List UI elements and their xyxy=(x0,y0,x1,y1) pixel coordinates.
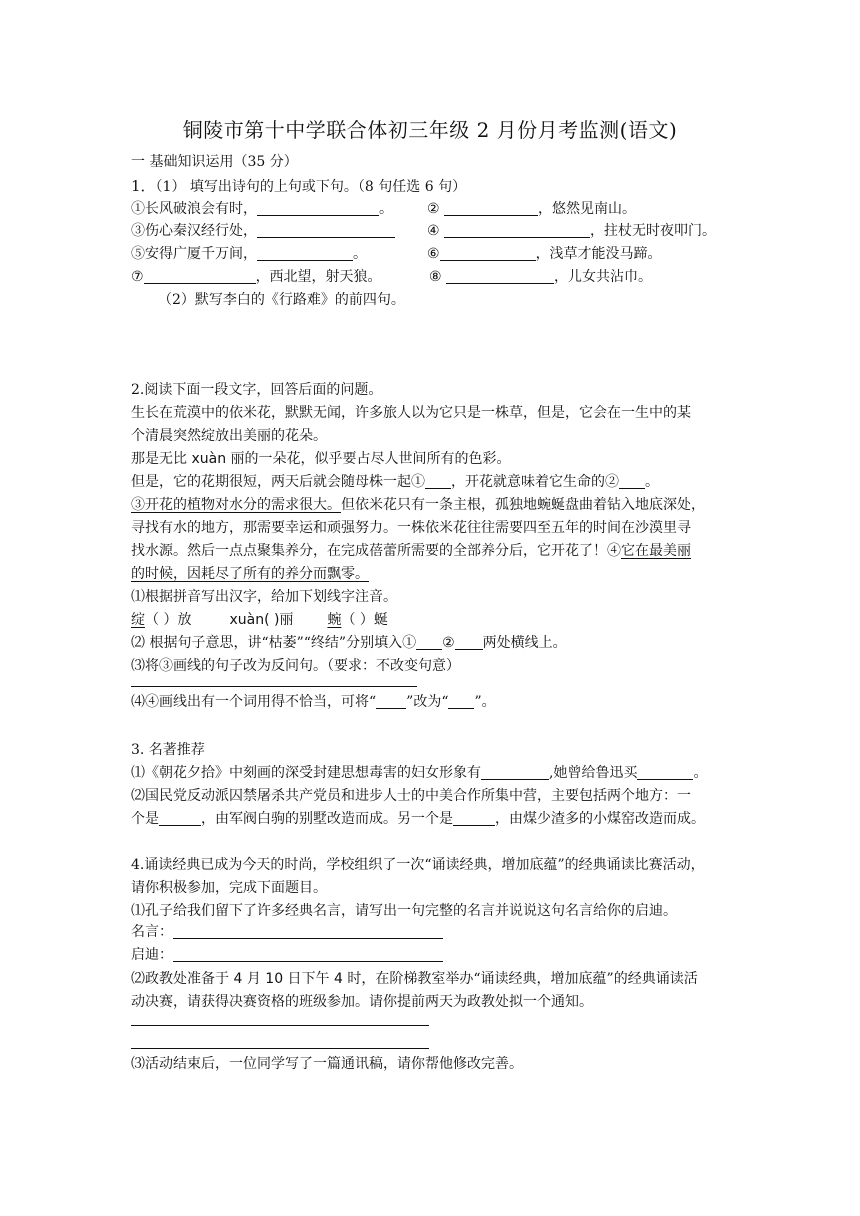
question-number-text: 4 xyxy=(233,971,243,987)
answer-blank[interactable] xyxy=(144,267,256,284)
poem-line: ⑤安得广厦千万间， xyxy=(131,246,257,262)
question-text: ⑷④画线出有一个词用得不恰当，可将“ xyxy=(131,694,377,710)
q3-line xyxy=(131,763,707,783)
question-text: 个是 xyxy=(131,811,159,827)
q2-subquestion-3: ⑶将③画线的句子改为反问句。（要求：不改变句意） xyxy=(131,658,460,674)
item-number: ② xyxy=(427,201,440,217)
item-number: ⑦ xyxy=(131,269,144,285)
poem-line: ，西北望，射天狼。 xyxy=(255,269,382,285)
answer-blank[interactable] xyxy=(481,763,549,780)
insight-row xyxy=(131,945,443,965)
question-text: ⑵ 根据句子意思，讲“枯萎”“终结”分别填入① xyxy=(131,635,417,651)
q4-subquestion-3: ⑶活动结束后，一位同学写了一篇通讯稿，请你帮他修改完善。 xyxy=(131,1056,523,1072)
q3-heading: 3. 名著推荐 xyxy=(131,742,205,758)
answer-blank[interactable] xyxy=(453,809,495,826)
answer-blank[interactable] xyxy=(159,809,201,826)
question-text: ⑴《朝花夕拾》中刻画的深受封建思想毒害的妇女形象有 xyxy=(131,765,481,781)
q1-number: 1． xyxy=(131,177,156,195)
q4-subquestion-2 xyxy=(131,969,698,989)
insight-label: 启迪： xyxy=(131,947,173,963)
answer-blank[interactable] xyxy=(416,633,442,650)
question-number-text: 4 xyxy=(334,971,343,987)
pinyin: xuàn xyxy=(191,451,227,467)
answer-blank[interactable] xyxy=(637,763,693,780)
underlined-sentence-3: ③开花的植物对水分的需求很大。 xyxy=(131,497,341,513)
q3-line: ⑵国民党反动派囚禁屠杀共产党员和进步人士的中美合作所集中营，主要包括两个地方：一 xyxy=(131,788,691,804)
passage-text: 但是，它的花期很短，两天后就会随母株一起① xyxy=(131,474,425,490)
question-text: 。 xyxy=(693,765,708,781)
passage-line: 寻找有水的地方，那需要幸运和顽强努力。一株依米花往往需要四至五年的时间在沙漠里寻 xyxy=(131,520,691,536)
answer-blank[interactable] xyxy=(448,692,474,709)
poem-line: ，儿女共沾巾。 xyxy=(554,269,653,285)
question-text: ② xyxy=(442,635,455,651)
insight-input-line[interactable] xyxy=(173,945,443,962)
q1-part-2: （2）默写李白的《行路难》的前四句。 xyxy=(158,292,405,308)
item-number: ⑥ xyxy=(427,246,440,262)
passage-line xyxy=(131,495,705,515)
q4-line: 请你积极参加，完成下面题目。 xyxy=(131,880,327,896)
answer-blank[interactable] xyxy=(446,267,554,284)
pinyin-blank[interactable]: xuàn( )丽 xyxy=(229,612,294,628)
poem-line: ，浅草才能没马蹄。 xyxy=(535,246,662,262)
q4-line: 动决赛，请获得决赛资格的班级参加。请你提前两天为政教处拟一个通知。 xyxy=(131,994,593,1010)
underlined-sentence-4: 的时候，因耗尽了所有的养分而飘零。 xyxy=(131,566,369,582)
q1-row-2 xyxy=(131,221,395,241)
passage-text: ，开花就意味着它生命的② xyxy=(451,474,619,490)
underlined-sentence-4: 它在最美丽 xyxy=(621,543,691,559)
answer-blank[interactable] xyxy=(619,472,645,489)
answer-line[interactable] xyxy=(131,1048,429,1049)
passage-line xyxy=(131,564,369,584)
q4-heading: 4.诵读经典已成为今天的时尚，学校组织了一次“诵读经典，增加底蕴”的经典诵读比赛活动， xyxy=(131,857,705,873)
answer-blank[interactable] xyxy=(425,472,451,489)
answer-blank[interactable] xyxy=(444,199,538,216)
answer-blank[interactable] xyxy=(257,221,395,238)
passage-line xyxy=(131,472,659,492)
item-number: ④ xyxy=(427,223,440,239)
page-title: 铜陵市第十中学联合体初三年级 2 月份月考监测(语文) xyxy=(182,118,678,142)
question-text: ”改为“ xyxy=(406,694,449,710)
passage-line xyxy=(131,449,511,469)
poem-line: ③伤心秦汉经行处， xyxy=(131,223,257,239)
section-heading: 一 基础知识运用（35 分） xyxy=(131,154,298,170)
passage-text: 。 xyxy=(645,474,659,490)
q1-row-4 xyxy=(131,267,382,287)
passage-line: 个清晨突然绽放出美丽的花朵。 xyxy=(131,428,327,444)
q1-row-3 xyxy=(131,244,367,264)
quote-label: 名言： xyxy=(131,924,173,940)
q2-subquestion-2 xyxy=(131,633,567,653)
q1-heading xyxy=(131,176,466,197)
answer-blank[interactable] xyxy=(440,244,536,261)
q1-row-1 xyxy=(131,199,393,219)
passage-line xyxy=(131,541,691,561)
answer-blank[interactable] xyxy=(444,221,590,238)
question-text: ”。 xyxy=(474,694,496,710)
poem-line: ，悠然见南山。 xyxy=(538,201,637,217)
underlined-char: 蜿 xyxy=(327,612,342,628)
q3-line xyxy=(131,809,705,829)
passage-line: 生长在荒漠中的依米花，默默无闻，许多旅人以为它只是一株草，但是，它会在一生中的某 xyxy=(131,405,691,421)
poem-line: ，拄杖无时夜叩门。 xyxy=(590,223,717,239)
question-number-text: 10 xyxy=(265,971,284,987)
question-text: ⑵政教处准备于 xyxy=(131,971,234,987)
answer-blank[interactable] xyxy=(257,244,353,261)
poem-line: ①长风破浪会有时， xyxy=(131,201,257,217)
passage-text: 找水源。然后一点点聚集养分，在完成蓓蕾所需要的全部养分后，它开花了！④ xyxy=(131,543,621,559)
question-text: 日下午 xyxy=(283,971,335,987)
poem-line: 。 xyxy=(379,201,393,217)
q2-subquestion-4 xyxy=(131,692,496,712)
poem-line: 。 xyxy=(353,246,367,262)
quote-row xyxy=(131,922,443,942)
quote-input-line[interactable] xyxy=(173,922,443,939)
underlined-char: 绽 xyxy=(131,612,145,628)
passage-text: 那是无比 xyxy=(131,451,192,467)
question-text: 两处横线上。 xyxy=(482,635,567,651)
answer-line[interactable] xyxy=(131,1025,429,1026)
answer-blank[interactable] xyxy=(257,199,379,216)
pinyin-row xyxy=(131,610,388,630)
question-text: 月 xyxy=(242,971,266,987)
q1-row-4-right xyxy=(429,267,652,287)
answer-blank[interactable] xyxy=(455,633,483,650)
question-text: ，由军阀白驹的别墅改造而成。另一个是 xyxy=(201,811,453,827)
passage-text: 丽的一朵花，似乎要占尽人世间所有的色彩。 xyxy=(226,451,511,467)
passage-text: 但依米花只有一条主根，孤独地蜿蜒盘曲着钻入地底深处， xyxy=(341,497,705,513)
q2-subquestion-1: ⑴根据拼音写出汉字，给加下划线字注音。 xyxy=(131,589,397,605)
q2-heading: 2.阅读下面一段文字，回答后面的问题。 xyxy=(131,382,383,398)
question-text: ,她曾给鲁迅买 xyxy=(549,765,638,781)
answer-line[interactable] xyxy=(131,686,417,687)
question-text: 时，在阶梯教室举办“诵读经典，增加底蕴”的经典诵读活 xyxy=(342,971,698,987)
q1-row-2-right xyxy=(427,221,716,241)
item-number: ⑧ xyxy=(429,269,442,285)
answer-blank[interactable] xyxy=(376,692,406,709)
q1-row-3-right xyxy=(427,244,662,264)
q4-subquestion-1: ⑴孔子给我们留下了许多经典名言，请写出一句完整的名言并说说这句名言给你的启迪。 xyxy=(131,903,677,919)
pinyin-blank[interactable]: （ ）蜒 xyxy=(341,612,388,628)
q1-instruction: （1） 填写出诗句的上句或下句。（8 句任选 6 句） xyxy=(155,179,467,195)
question-text: ，由煤少渣多的小煤窑改造而成。 xyxy=(495,811,705,827)
pinyin-blank[interactable]: （ ）放 xyxy=(145,612,192,628)
q1-row-1-right xyxy=(427,199,636,219)
